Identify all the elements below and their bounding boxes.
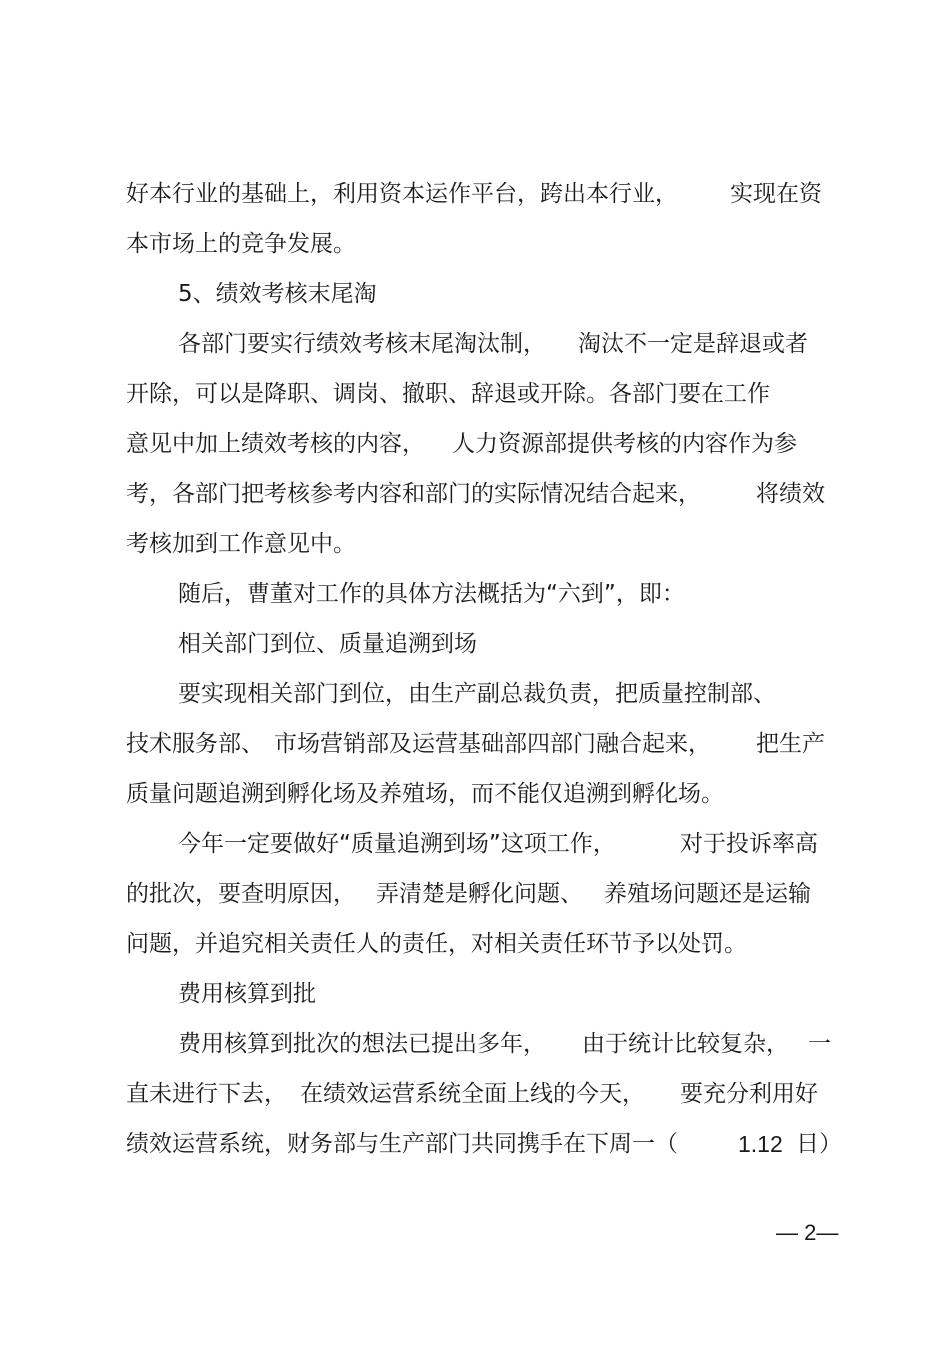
text-line: [0, 827, 950, 861]
text-segment: 养殖场问题还是运输: [604, 881, 811, 907]
text-segment: 考核加到工作意见中。: [126, 531, 356, 557]
text-segment: 淘汰不一定是辞退或者: [578, 331, 808, 357]
text-segment: 日）: [796, 1131, 842, 1157]
text-line: [0, 527, 950, 561]
text-segment: 要实现相关部门到位，由生产副总裁负责，把质量控制部、: [178, 681, 776, 707]
text-segment: 问题，并追究相关责任人的责任，对相关责任环节予以处罚。: [126, 931, 747, 957]
text-segment: 一: [808, 1031, 831, 1057]
section-heading: [0, 277, 950, 311]
text-segment: 对于投诉率高: [680, 831, 818, 857]
text-segment: 将绩效: [756, 481, 825, 507]
text-line: [0, 1027, 950, 1061]
text-segment: 要充分利用好: [680, 1081, 818, 1107]
text-segment: 意见中加上绩效考核的内容，: [126, 431, 425, 457]
text-segment: 技术服务部、: [126, 731, 264, 757]
text-segment: 1.12: [738, 1131, 783, 1157]
text-segment: 随后，曹董对工作的具体方法概括为“六到”，即：: [178, 581, 685, 607]
text-segment: 开除，可以是降职、调岗、撤职、辞退或开除。各部门要在工作: [126, 381, 770, 407]
text-segment: 本市场上的竞争发展。: [126, 231, 356, 257]
text-line: [0, 327, 950, 361]
text-line: [0, 727, 950, 761]
text-segment: 在绩效运营系统全面上线的今天，: [300, 1081, 645, 1107]
text-segment: 今年一定要做好“质量追溯到场”这项工作，: [178, 831, 616, 857]
text-line: [0, 477, 950, 511]
text-segment: 把生产: [756, 731, 825, 757]
text-line: [0, 227, 950, 261]
text-line: [0, 1127, 950, 1161]
text-line: [0, 927, 950, 961]
text-segment: 考，各部门把考核参考内容和部门的实际情况结合起来，: [126, 481, 701, 507]
text-line: [0, 377, 950, 411]
text-segment: 质量问题追溯到孵化场及养殖场，而不能仅追溯到孵化场。: [126, 781, 724, 807]
text-segment: 人力资源部提供考核的内容作为参: [452, 431, 797, 457]
text-line: [0, 777, 950, 811]
text-segment: 各部门要实行绩效考核末尾淘汰制，: [178, 331, 546, 357]
text-segment: 的批次，要查明原因，: [126, 881, 356, 907]
text-segment: 费用核算到批次的想法已提出多年，: [178, 1031, 546, 1057]
text-segment: 直未进行下去，: [126, 1081, 287, 1107]
text-segment: 费用核算到批: [178, 981, 316, 1007]
text-segment: 市场营销部及运营基础部四部门融合起来，: [274, 731, 711, 757]
section-heading: [0, 627, 950, 661]
text-line: [0, 677, 950, 711]
page-number: — 2—: [776, 1220, 839, 1245]
text-line: [0, 1077, 950, 1111]
text-segment: 实现在资: [730, 181, 822, 207]
text-line: [0, 427, 950, 461]
text-line: [0, 877, 950, 911]
text-line: [0, 177, 950, 211]
text-line: [0, 577, 950, 611]
text-segment: 由于统计比较复杂，: [582, 1031, 789, 1057]
section-heading: [0, 977, 950, 1011]
text-segment: 弄清楚是孵化问题、: [376, 881, 583, 907]
text-segment: 绩效运营系统，财务部与生产部门共同携手在下周一（: [126, 1131, 678, 1157]
text-segment: 相关部门到位、质量追溯到场: [178, 631, 477, 657]
text-segment: 好本行业的基础上，利用资本运作平台，跨出本行业，: [126, 181, 678, 207]
text-segment: 5、绩效考核末尾淘: [178, 281, 377, 307]
